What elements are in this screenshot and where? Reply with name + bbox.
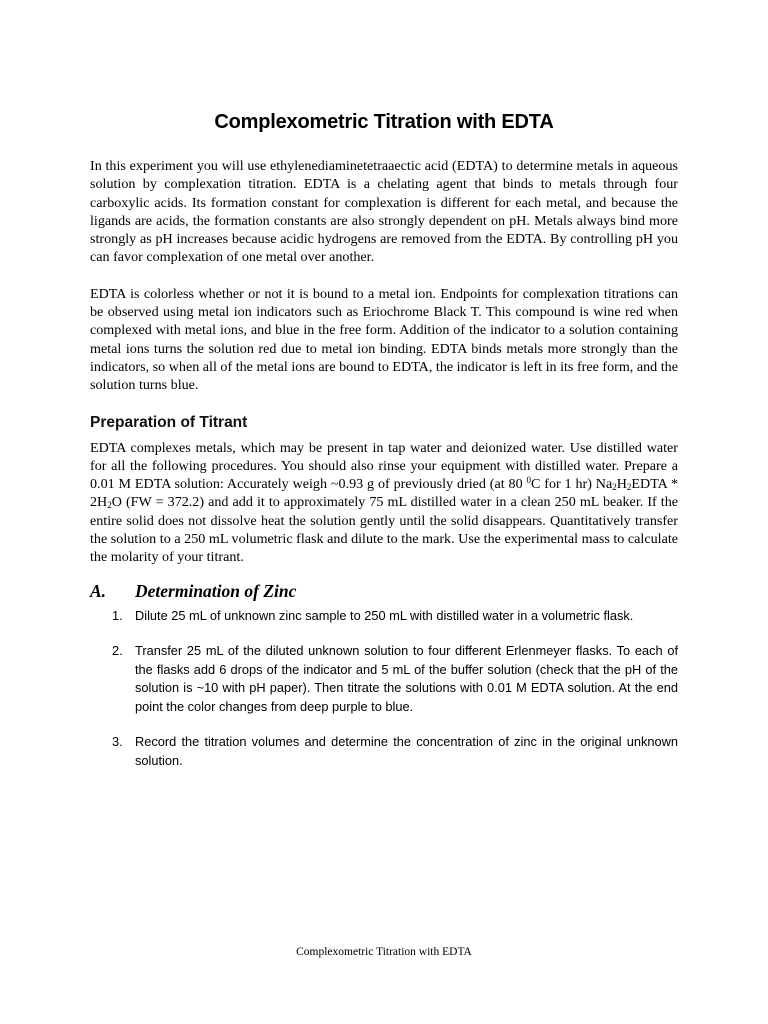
preparation-text-a: EDTA complexes metals, which may be present in tap water and deionized water. Use distilled water for all the following procedures. You should also rinse your equipment with distilled water. Prepare a 0.01 M EDTA solution: Accurately weigh ~0.93 g of previously dried (at 80	[90, 439, 678, 493]
step-item	[90, 607, 678, 626]
subscript-2: 2	[626, 482, 632, 493]
degree-superscript: 0	[526, 475, 531, 486]
procedure-steps	[90, 607, 678, 771]
intro-paragraph-2: EDTA is colorless whether or not it is bound to a metal ion. Endpoints for complexation titrations can be observed using metal ion indicators such as Eriochrome Black T. This compound is wine red when complexed with metal ions, and blue in the free form. Addition of the indicator to a solution containing metal ions turns the solution red due to metal ion binding. EDTA binds metals more strongly than the indicators, so when all of the metal ions are bound to EDTA, the indicator is left in its free form, and the solution turns blue.	[90, 285, 678, 394]
section-a-heading	[90, 579, 678, 603]
section-a-letter: A.	[90, 580, 107, 601]
step-number: 1.	[112, 607, 123, 623]
page-footer: Complexometric Titration with EDTA	[296, 946, 472, 958]
page-title: Complexometric Titration with EDTA	[214, 111, 554, 133]
preparation-text-d: EDTA * 2H	[90, 476, 678, 511]
step-item	[90, 733, 678, 770]
subscript-1: 2	[612, 482, 617, 493]
preparation-text-c: H	[616, 476, 627, 493]
preparation-text-e: O (FW = 372.2) and add it to approximately 75 mL distilled water in a clean 250 mL beaker. If the entire solid does not dissolve heat the solution gently until the solid disappears. Quantitatively transfer the solution to a 250 mL volumetric flask and dilute to the mark. Use the experimental mass to calculate the molarity of your titrant.	[90, 494, 678, 566]
preparation-paragraph	[90, 439, 678, 567]
step-number: 3.	[112, 734, 123, 750]
intro-paragraph-1: In this experiment you will use ethylenediaminetetraaectic acid (EDTA) to determine metals in aqueous solution by complexation titration. EDTA is a chelating agent that binds to metals through four carboxylic acids. Its formation constant for complexation is different for each metal, and because the ligands are acids, the formation constants are also strongly dependent on pH. Metals always bind more strongly as pH increases because acidic hydrogens are removed from the EDTA. By controlling pH you can favor complexation of one metal over another.	[90, 158, 678, 266]
step-text: Transfer 25 mL of the diluted unknown solution to four different Erlenmeyer flasks. To each of the flasks add 6 drops of the indicator and 5 mL of the buffer solution (check that the pH of the solution is ~10 with pH paper). Then titrate the solutions with 0.01 M EDTA solution. At the end point the color changes from deep purple to blue.	[135, 643, 678, 714]
subscript-3: 2	[107, 500, 112, 511]
section-a-title: Determination of Zinc	[135, 580, 297, 601]
step-text: Dilute 25 mL of unknown zinc sample to 250 mL with distilled water in a volumetric flask.	[135, 607, 634, 623]
document-page	[90, 108, 678, 787]
step-item	[90, 642, 678, 716]
preparation-heading: Preparation of Titrant	[90, 413, 248, 431]
step-text: Record the titration volumes and determine the concentration of zinc in the original unknown solution.	[135, 734, 678, 768]
step-number: 2.	[112, 643, 123, 659]
preparation-text-b: C for 1 hr) Na	[530, 476, 613, 493]
